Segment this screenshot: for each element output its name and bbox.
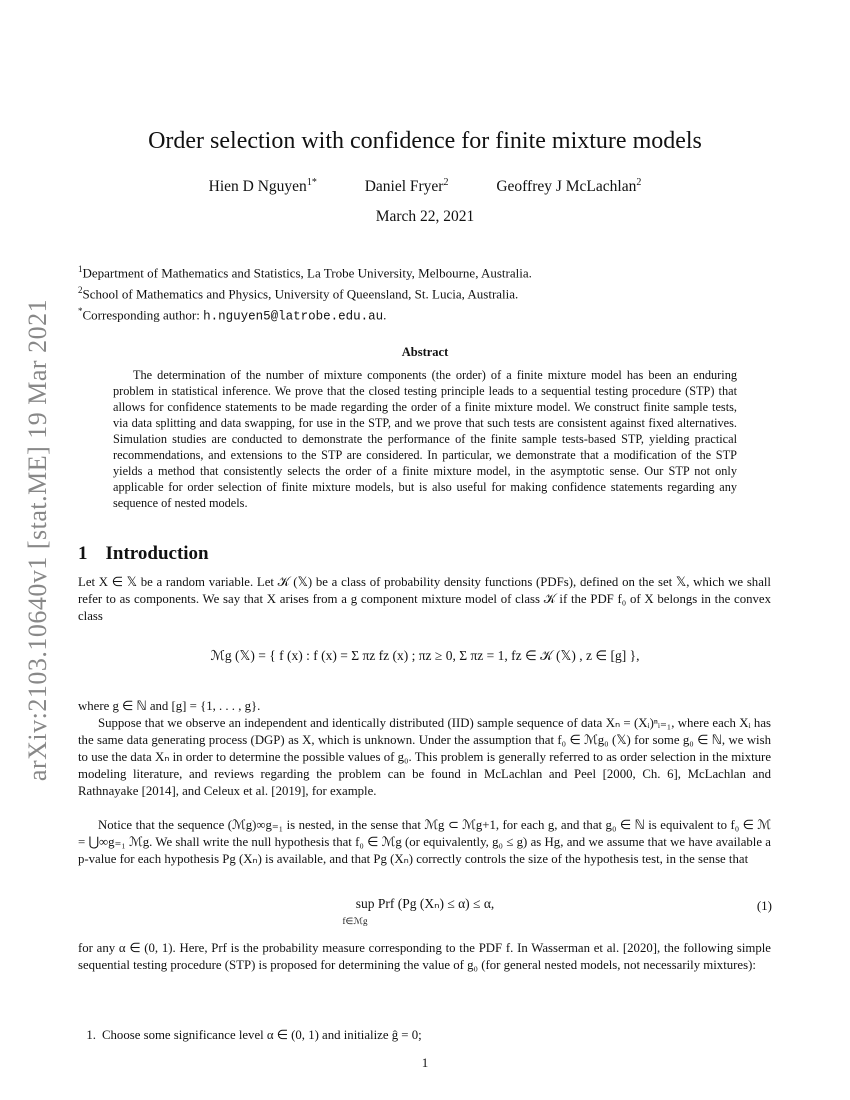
author-2-mark: 2 bbox=[443, 177, 449, 188]
list-item-text: Choose some significance level α ∈ (0, 1) and initialize ĝ = 0; bbox=[102, 1028, 422, 1042]
affiliation-1-text: Department of Mathematics and Statistics, La Trobe University, Melbourne, Australia. bbox=[82, 265, 532, 281]
affiliation-2 bbox=[78, 282, 778, 303]
paper-date: March 22, 2021 bbox=[375, 208, 475, 225]
corresponding-email[interactable]: h.nguyen5@latrobe.edu.au bbox=[203, 308, 384, 323]
sup-operator bbox=[343, 896, 508, 928]
author-3-mark: 2 bbox=[636, 177, 642, 188]
affiliation-1-mark: 1 bbox=[78, 264, 83, 274]
affiliations bbox=[78, 261, 778, 325]
equation-size-control bbox=[0, 896, 850, 928]
author-list bbox=[0, 177, 850, 196]
corresponding-label: Corresponding author: bbox=[82, 306, 200, 322]
author-3 bbox=[496, 177, 641, 196]
page-number: 1 bbox=[421, 1055, 429, 1070]
author-3-name: Geoffrey J McLachlan bbox=[496, 178, 637, 196]
corresponding-author bbox=[78, 303, 778, 326]
section-number: 1 bbox=[78, 543, 88, 564]
section-title: Introduction bbox=[105, 543, 209, 564]
abstract-text: The determination of the number of mixture components (the order) of a finite mixture model has been an enduring problem in statistical inference. We prove that the closed testing principle leads to a sequential testing procedure (STP) that allows for confidence statements to be made regarding the order of a finite mixture model. We construct finite sample tests, via data splitting and data swapping, for use in the STP, and we prove that such tests are consistent against fixed alternatives. Simulation studies are conducted to demonstrate the performance of the finite sample tests-based STP, yielding practical recommendations, and extensions to the STP are considered. In particular, we demonstrate that a modification of the STP yields a method that consistently selects the order of a finite mixture model, in the asymptotic sense. Our STP not only applicable for order selection of finite mixture models, but is also useful for making confidence statements regarding any sequence of nested models. bbox=[113, 368, 737, 510]
intro-paragraph-2: Suppose that we observe an independent and identically distributed (IID) sample sequence of data Xₙ = (Xᵢ)ⁿᵢ₌₁, where each Xᵢ has the same data generating process (DGP) as X, which is unknown. Under the assumption that f₀ ∈ ℳg₀ (𝕏) for some g₀ ∈ ℕ, we wish to use the data Xₙ in order to determine the possible values of g₀. This problem is generally referred to as order selection in the mixture modeling literature, and reviews regarding the problem can be found in McLachlan and Peel [2000, Ch. 6], McLachlan and Rathnayake [2014], and Celeux et al. [2019], for example. bbox=[78, 716, 771, 798]
intro-paragraph-3: Notice that the sequence (ℳg)∞g₌₁ is nested, in the sense that ℳg ⊂ ℳg+1, for each g, and that g₀ ∈ ℕ is equivalent to f₀ ∈ ℳ = ⋃∞g₌₁ ℳg. We shall write the null hypothesis that f₀ ∈ ℳg (or equivalently, g₀ ≤ g) as Hg, and we assume that we have available a p-value for each hypothesis Pg (Xₙ) is available, and that Pg (Xₙ) correctly controls the size of the hypothesis test, in the sense that bbox=[78, 818, 771, 866]
stp-list bbox=[78, 1028, 422, 1043]
corresponding-mark: * bbox=[78, 305, 83, 316]
intro-paragraph-1: Let X ∈ 𝕏 be a random variable. Let 𝒦 (𝕏) be a class of probability density functions (PDFs), defined on the set 𝕏, which we shall refer to as components. We say that X arises from a g component mixture model of class 𝒦 if the PDF f₀ of X belongs in the convex class bbox=[78, 575, 771, 623]
author-1 bbox=[209, 177, 317, 196]
affiliation-2-text: School of Mathematics and Physics, University of Queensland, St. Lucia, Australia. bbox=[82, 286, 519, 302]
affiliation-2-mark: 2 bbox=[78, 284, 83, 295]
arxiv-id-stamp: arXiv:2103.10640v1 [stat.ME] 19 Mar 2021 bbox=[23, 298, 52, 782]
corresponding-end: . bbox=[383, 306, 387, 322]
equation-mixture-class: ℳg (𝕏) = { f (x) : f (x) = Σ πz fz (x) ; πz ≥ 0, Σ πz = 1, fz ∈ 𝒦 (𝕏) , z ∈ [g] }, bbox=[210, 648, 640, 663]
intro-after-equation: where g ∈ ℕ and [g] = {1, . . . , g}. bbox=[78, 699, 261, 713]
arxiv-sidebar bbox=[18, 285, 58, 795]
equation-label-1: (1) bbox=[756, 898, 772, 913]
equation-size-control-body: sup Prf (Pg (Xₙ) ≤ α) ≤ α, bbox=[355, 896, 495, 911]
intro-paragraph-4: for any α ∈ (0, 1). Here, Prf is the probability measure corresponding to the PDF f. In Wasserman et al. [2020], the following simple sequential testing procedure (STP) is proposed for determining the value of g₀ (for general nested models, not necessarily mixtures): bbox=[78, 941, 771, 972]
author-2 bbox=[365, 177, 449, 196]
list-item-number: 1. bbox=[86, 1028, 96, 1042]
paper-title: Order selection with confidence for finite mixture models bbox=[148, 128, 702, 154]
author-1-name: Hien D Nguyen bbox=[208, 178, 307, 196]
abstract-heading: Abstract bbox=[401, 345, 449, 359]
section-heading-introduction bbox=[78, 543, 209, 565]
author-2-name: Daniel Fryer bbox=[364, 178, 444, 196]
author-1-mark: 1* bbox=[306, 177, 317, 188]
affiliation-1 bbox=[78, 261, 778, 282]
sup-subscript: f∈ℳg bbox=[342, 916, 368, 926]
